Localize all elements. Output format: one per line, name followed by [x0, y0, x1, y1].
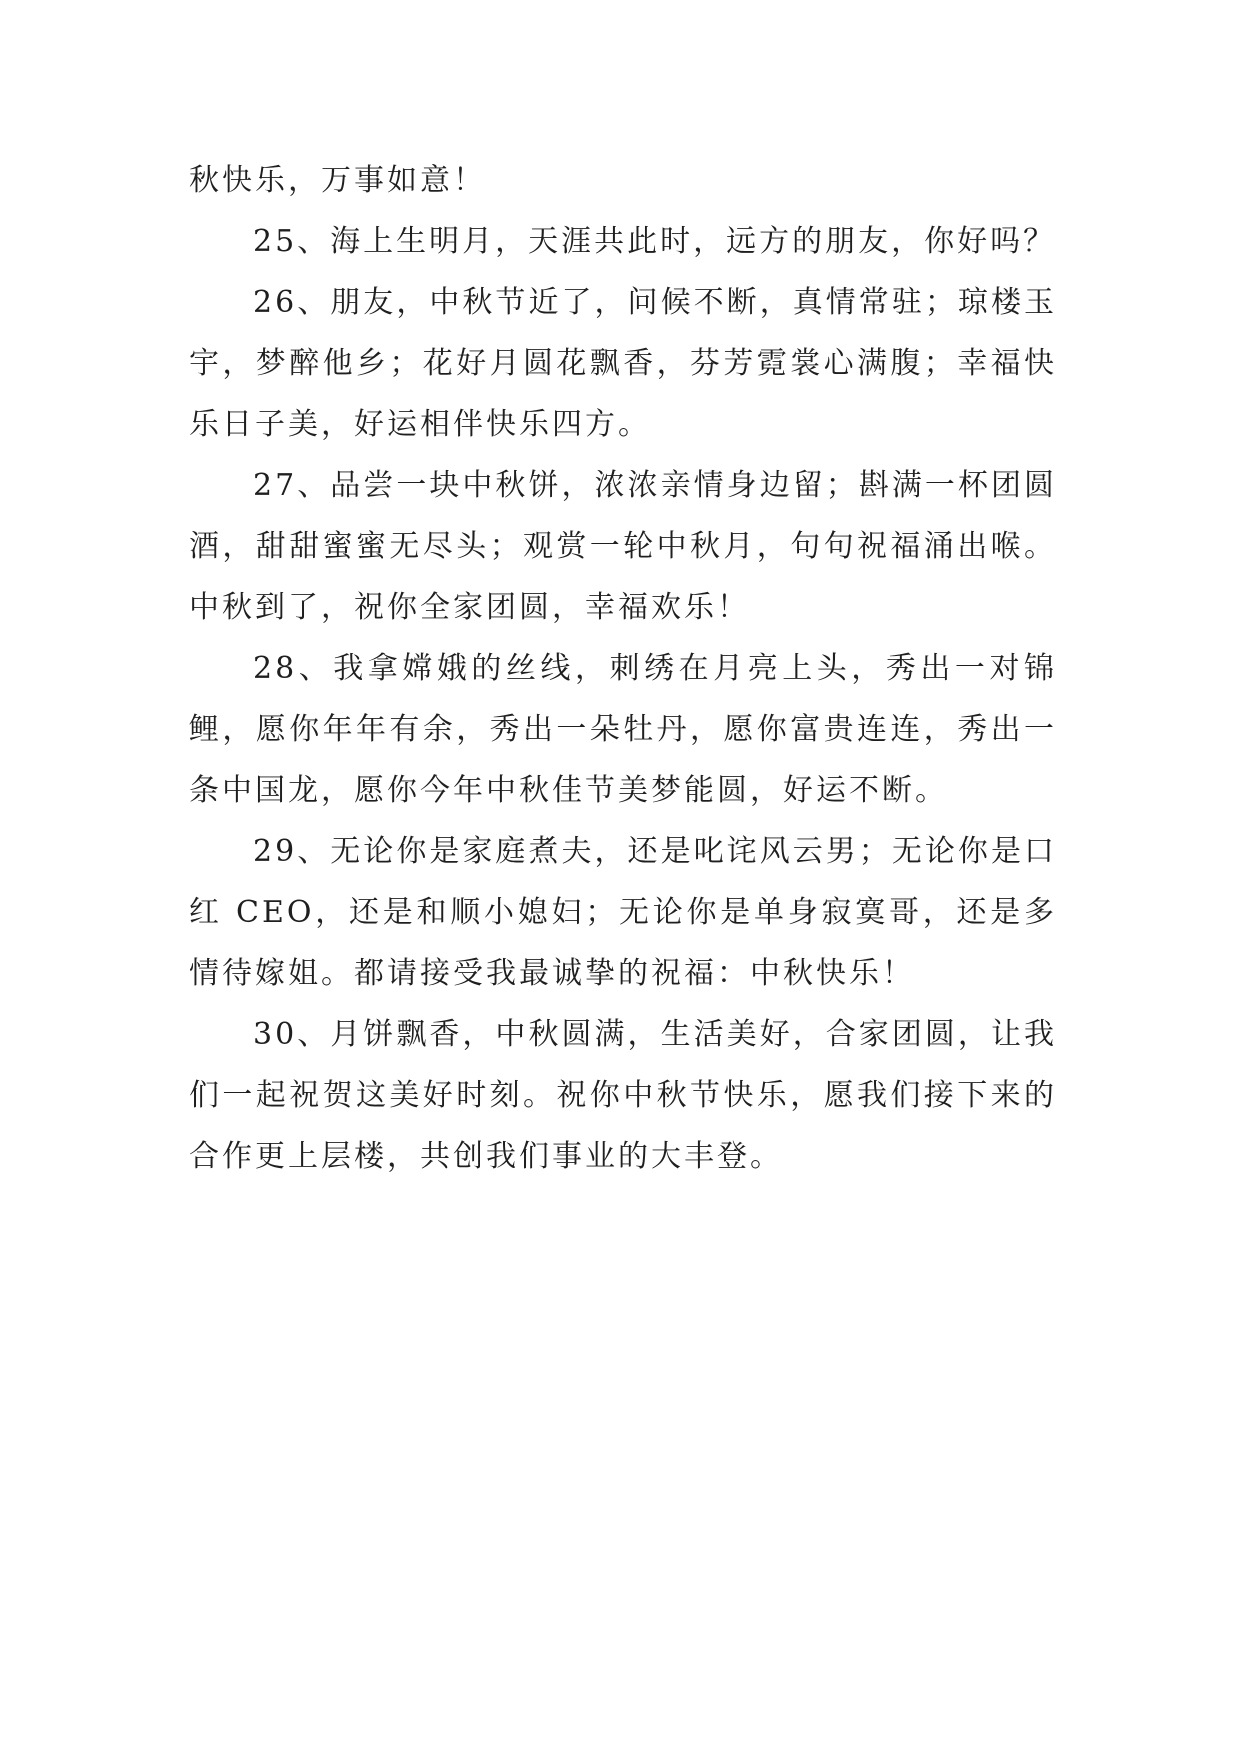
- paragraph-25: 25、海上生明月，天涯共此时，远方的朋友，你好吗？: [253, 224, 1057, 259]
- paragraph-30: 30、月饼飘香，中秋圆满，生活美好，合家团圆，让我们一起祝贺这美好时刻。祝你中秋节快乐，愿我们接下来的合作更上层楼，共创我们事业的大丰登。: [189, 1017, 1057, 1174]
- paragraph-28: 28、我拿嫦娥的丝线，刺绣在月亮上头，秀出一对锦鲤，愿你年年有余，秀出一朵牡丹，愿你富贵连连，秀出一条中国龙，愿你今年中秋佳节美梦能圆，好运不断。: [189, 651, 1057, 808]
- paragraph-26: 26、朋友，中秋节近了，问候不断，真情常驻；琼楼玉宇，梦醉他乡；花好月圆花飘香，芬芳霓裳心满腹；幸福快乐日子美，好运相伴快乐四方。: [189, 285, 1057, 442]
- paragraph-continuation: 秋快乐，万事如意！: [189, 163, 486, 198]
- paragraph-27: 27、品尝一块中秋饼，浓浓亲情身边留；斟满一杯团圆酒，甜甜蜜蜜无尽头；观赏一轮中秋月，句句祝福涌出喉。中秋到了，祝你全家团圆，幸福欢乐！: [189, 468, 1057, 625]
- paragraph-29: 29、无论你是家庭煮夫，还是叱诧风云男；无论你是口红 CEO，还是和顺小媳妇；无论你是单身寂寞哥，还是多情待嫁姐。都请接受我最诚挚的祝福：中秋快乐！: [189, 834, 1057, 991]
- document-body: [189, 150, 1057, 1187]
